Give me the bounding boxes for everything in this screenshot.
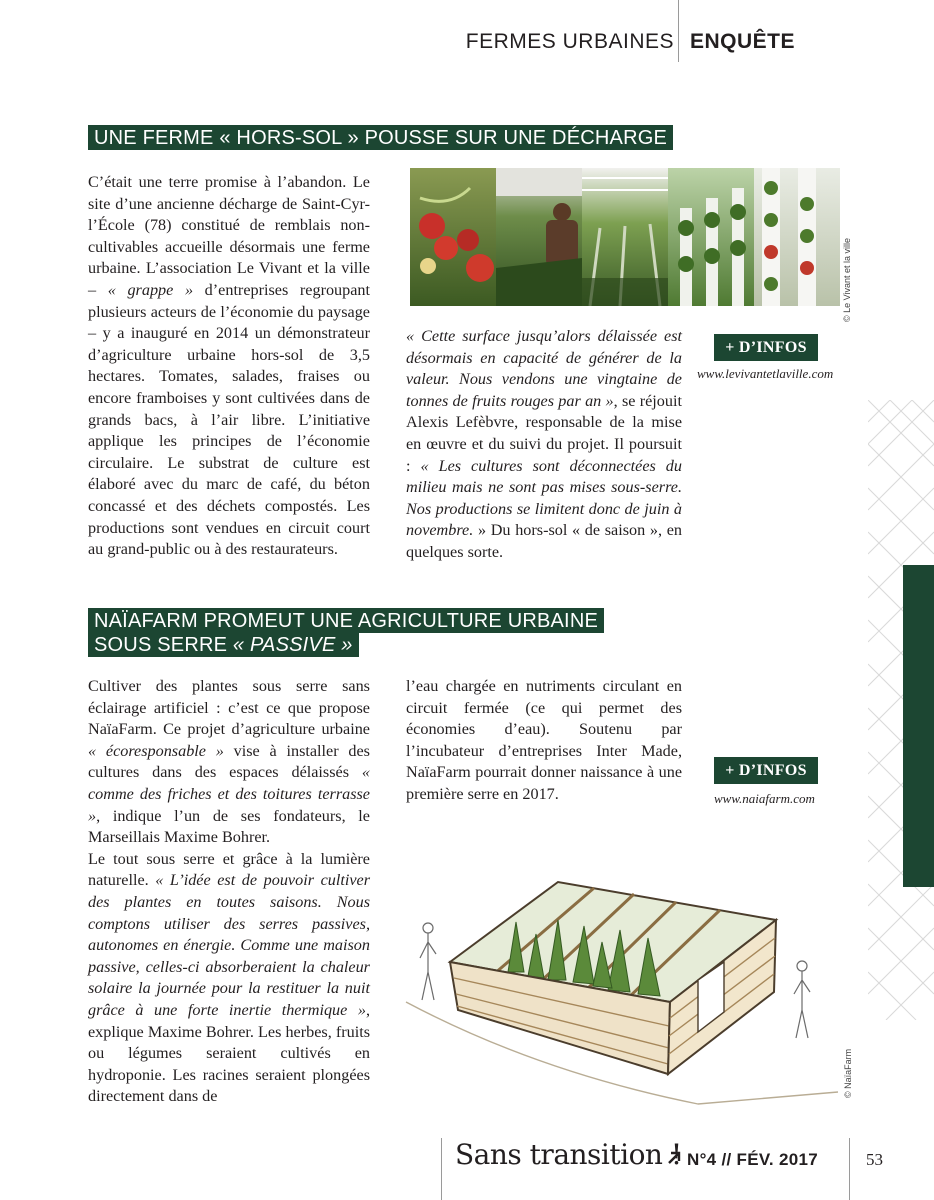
- article1-info-link[interactable]: www.levivantetlaville.com: [697, 366, 834, 381]
- article1-column2-text: [406, 326, 682, 564]
- photo-panel-greenhouse-rows: [582, 168, 668, 306]
- north-east-arrow-icon: [667, 1150, 681, 1170]
- article1-column2: [406, 326, 682, 564]
- photo-panel-strawberries: [410, 168, 496, 306]
- quote-run: « L’idée est de pouvoir cultiver des plantes en toutes saisons. Nous comptons utiliser des serres passives, autonomes en énergie. Comme une maison passive, celles-ci absorberaient la chaleur solaire la journée pour la restituer la nuit grâce à une forte inertie thermique »: [88, 871, 371, 1019]
- text-run: Cultiver des plantes sous serre sans éclairage artificiel : c’est ce que propose NaïaFarm. Ce projet d’agriculture urbaine: [88, 677, 370, 739]
- footer-magazine-name: Sans transition !: [455, 1138, 682, 1171]
- article2-more-info-badge: + D’INFOS: [714, 757, 818, 784]
- article2-title-line1-wrap: [88, 608, 604, 633]
- photo-panel-vertical-pipes: [668, 168, 754, 306]
- article1-title-wrap: [88, 125, 673, 150]
- text-run: » Du hors-sol « de saison », en quelques sorte.: [406, 521, 682, 561]
- footer-issue: [667, 1150, 818, 1170]
- page-number: 53: [866, 1150, 883, 1169]
- article2-title-line2-wrap: [88, 632, 359, 657]
- article1-column1-text: [88, 172, 370, 561]
- greenhouse-sketch: [398, 842, 844, 1112]
- article2-title-line2-emphasis: « PASSIVE »: [232, 634, 353, 656]
- quote-run: « Les cultures sont déconnectées du milieu mais ne sont pas mises sous-serre. Nos productions se limitent donc de juin à novembre.: [406, 456, 682, 540]
- article2-title-line2: [88, 632, 359, 657]
- text-run: d’entreprises regroupant plusieurs acteurs de l’économie du paysage – y a inauguré en 2014 un démonstrateur d’agriculture urbaine hors-sol de 3,5 hectares. Tomates, salades, fraises ou encore framboises y sont cultivées dans de grands bacs, à l’air libre. L’initiative applique les principes de l’économie circulaire. Le substrat de culture est élaboré avec du marc de café, du béton concassé et des déchets compostés. Les productions sont vendues en circuit court au grand-public ou à des restaurateurs.: [88, 280, 371, 559]
- text-run: vise à installer des cultures dans des espaces délaissés: [88, 741, 370, 782]
- article1-title: UNE FERME « HORS-SOL » POUSSE SUR UNE DÉCHARGE: [88, 125, 673, 150]
- quote-run: « Cette surface jusqu’alors délaissée est désormais en capacité de générer de la valeur. Nous vendons une vingtaine de tonnes de fruits rouges par an »: [406, 327, 682, 410]
- photo-panel-towers: [754, 168, 840, 306]
- text-run: l’eau chargée en nutriments circulant en circuit fermée (ce qui permet des économies d’eau). Soutenu par l’incubateur d’entreprises Inter Made, NaïaFarm pourrait donner naissance à une première serre en 2017.: [406, 677, 682, 803]
- chapter-tab: [903, 565, 934, 887]
- footer-divider-left: [441, 1138, 442, 1200]
- text-run: , se réjouit Alexis Lefèbvre, responsable de la mise en œuvre et du suivi du projet. Il poursuit :: [406, 391, 682, 475]
- article2-column1-text: [88, 676, 370, 1108]
- article2-image-credit: © NaïaFarm: [843, 1048, 853, 1098]
- quote-run: « comme des friches et des toitures terrasse »: [88, 763, 370, 825]
- text-run: , indique l’un de ses fondateurs, le Marseillais Maxime Bohrer.: [88, 806, 370, 847]
- article2-title-line1: NAÏAFARM PROMEUT UNE AGRICULTURE URBAINE: [88, 608, 604, 633]
- photo-panel-worker: [496, 168, 582, 306]
- text-run: , explique Maxime Bohrer. Les herbes, fruits ou légumes seraient cultivés en hydroponie. Les racines seraient plongées directement dans de: [88, 1000, 370, 1106]
- quote-run: « grappe »: [107, 280, 194, 299]
- article1-column1: [88, 172, 370, 561]
- footer-divider-right: [849, 1138, 850, 1200]
- article1-photo-strip: [410, 168, 840, 306]
- header-section-tag: ENQUÊTE: [690, 30, 796, 53]
- article1-more-info-badge: + D’INFOS: [714, 334, 818, 361]
- article2-column2: [406, 676, 682, 806]
- text-run: Le tout sous serre et grâce à la lumière naturelle.: [88, 849, 370, 890]
- article2-column1: [88, 676, 370, 1108]
- footer-issue-label: N°4 // FÉV. 2017: [687, 1150, 818, 1169]
- article2-title-line2-prefix: SOUS SERRE: [94, 634, 233, 656]
- text-run: C’était une terre promise à l’abandon. Le site d’une ancienne décharge de Saint-Cyr-l’École (78) constitué de remblais non-cultivables accueille désormais une ferme urbaine. L’association Le Vivant et la ville –: [88, 173, 370, 299]
- article2-info-link[interactable]: www.naiafarm.com: [714, 791, 815, 806]
- header-divider: [678, 0, 679, 62]
- header-section-title: FERMES URBAINES: [465, 30, 674, 53]
- quote-run: « écoresponsable »: [88, 741, 224, 760]
- article1-photo-credit: © Le Vivant et la ville: [842, 237, 852, 322]
- article2-column2-text: [406, 676, 682, 806]
